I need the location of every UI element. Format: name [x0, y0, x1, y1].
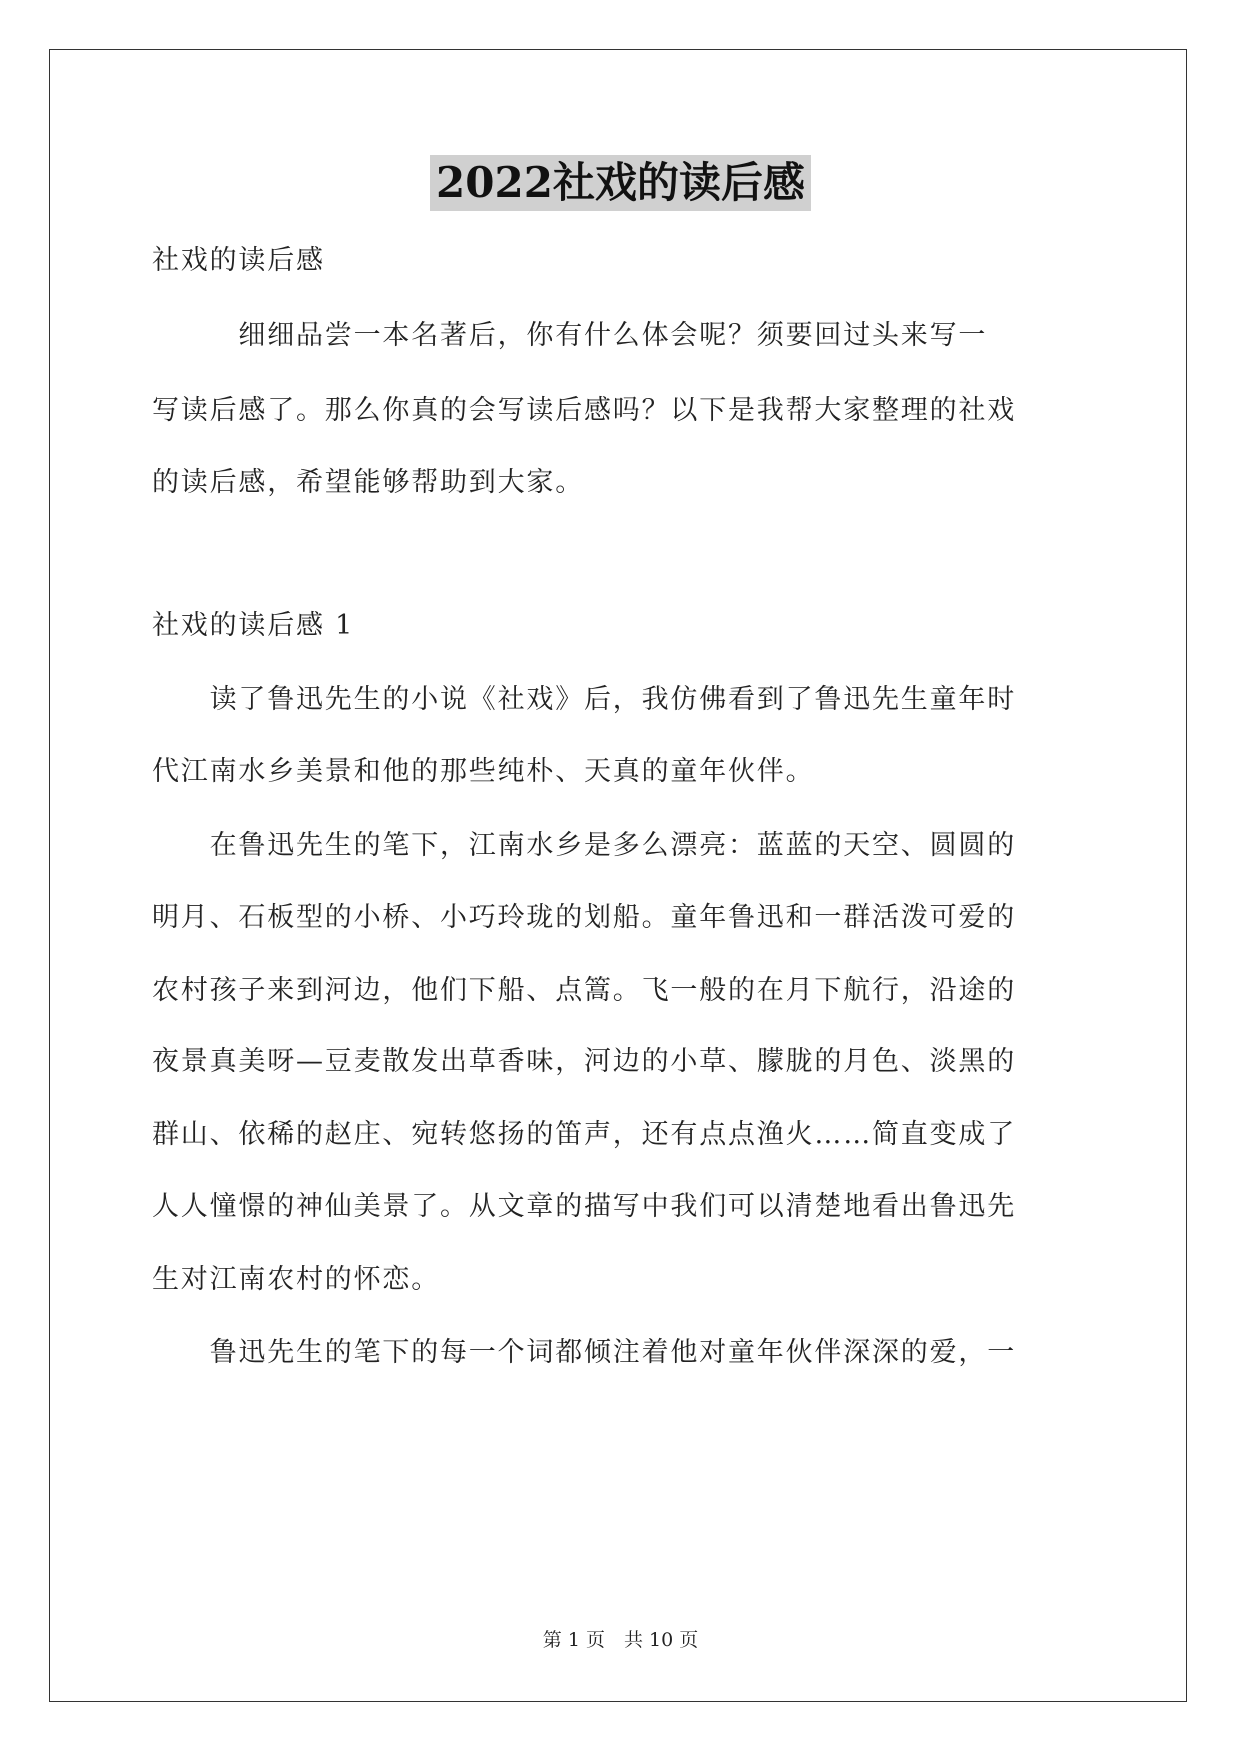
body-line: 读了鲁迅先生的小说《社戏》后，我仿佛看到了鲁迅先生童年时 [152, 684, 1016, 715]
document-title-block [0, 155, 1241, 211]
body-line: 鲁迅先生的笔下的每一个词都倾注着他对童年伙伴深深的爱，一 [152, 1337, 1016, 1368]
body-line: 明月、石板型的小桥、小巧玲珑的划船。童年鲁迅和一群活泼可爱的 [152, 902, 1016, 933]
body-line: 在鲁迅先生的笔下，江南水乡是多么漂亮：蓝蓝的天空、圆圆的 [152, 830, 1016, 861]
body-line: 群山、依稀的赵庄、宛转悠扬的笛声，还有点点渔火……简直变成了 [152, 1119, 1016, 1150]
body-line: 夜景真美呀—豆麦散发出草香味，河边的小草、朦胧的月色、淡黑的 [152, 1046, 1016, 1077]
body-line: 代江南水乡美景和他的那些纯朴、天真的童年伙伴。 [152, 756, 815, 787]
intro-line: 写读后感了。那么你真的会写读后感吗？以下是我帮大家整理的社戏 [152, 395, 1016, 426]
intro-line: 的读后感，希望能够帮助到大家。 [152, 467, 584, 498]
intro-line: 细细品尝一本名著后，你有什么体会呢？须要回过头来写一 [152, 320, 988, 351]
document-title: 2022社戏的读后感 [430, 155, 811, 211]
page-border [49, 49, 1187, 1702]
body-line: 人人憧憬的神仙美景了。从文章的描写中我们可以清楚地看出鲁迅先 [152, 1191, 1016, 1222]
page-number-footer: 第 1 页 共 10 页 [542, 1629, 699, 1651]
body-line: 生对江南农村的怀恋。 [152, 1264, 440, 1295]
body-line: 农村孩子来到河边，他们下船、点篙。飞一般的在月下航行，沿途的 [152, 975, 1016, 1006]
section-heading: 社戏的读后感 1 [152, 610, 355, 641]
subtitle: 社戏的读后感 [152, 245, 325, 276]
